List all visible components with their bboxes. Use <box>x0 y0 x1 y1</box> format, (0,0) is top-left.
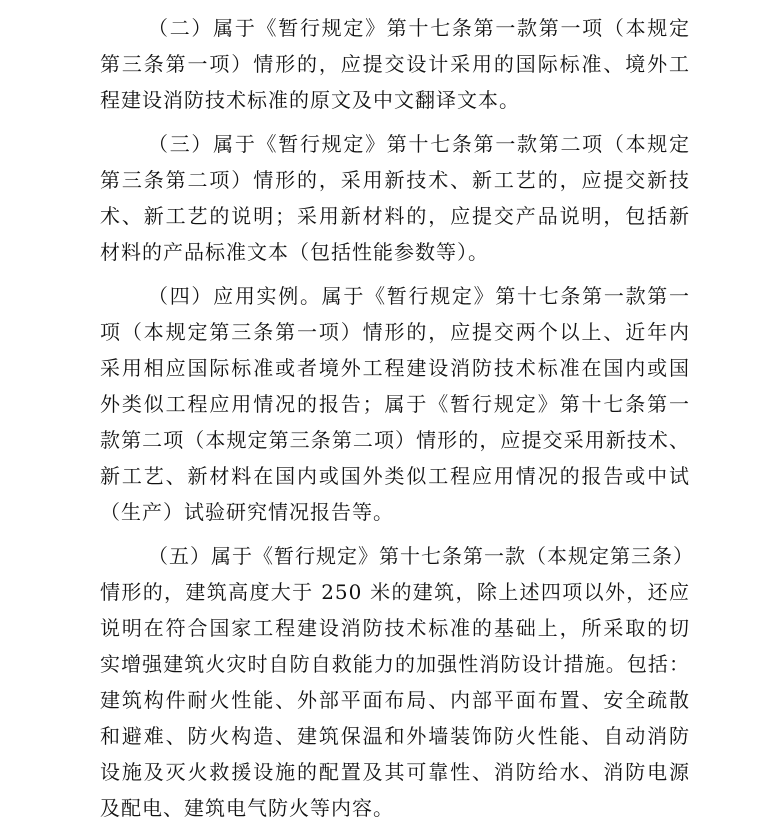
document-body <box>100 10 694 834</box>
text-line: 和避难、防火构造、建筑保温和外墙装饰防火性能、自动消防 <box>100 724 690 748</box>
text-line: 术、新工艺的说明；采用新材料的，应提交产品说明，包括新 <box>100 204 690 228</box>
text-line: 材料的产品标准文本（包括性能参数等）。 <box>100 240 489 264</box>
text-line: 第三条第二项）情形的，采用新技术、新工艺的，应提交新技 <box>100 168 690 192</box>
text-line: 项（本规定第三条第一项）情形的，应提交两个以上、近年内 <box>100 320 690 344</box>
text-line: 情形的，建筑高度大于 250 米的建筑，除上述四项以外，还应 <box>100 580 690 604</box>
paragraph-4 <box>100 538 694 826</box>
paragraph-2 <box>100 126 690 270</box>
paragraph-3 <box>100 278 690 530</box>
text-line: 采用相应国际标准或者境外工程建设消防技术标准在国内或国 <box>100 356 690 380</box>
text-line: （三）属于《暂行规定》第十七条第一款第二项（本规定 <box>148 132 690 156</box>
text-line: 设施及灭火救援设施的配置及其可靠性、消防给水、消防电源 <box>100 760 690 784</box>
text-line: 第三条第一项）情形的，应提交设计采用的国际标准、境外工 <box>100 52 690 76</box>
text-line: 说明在符合国家工程建设消防技术标准的基础上，所采取的切 <box>100 616 690 640</box>
text-line: 及配电、建筑电气防火等内容。 <box>100 796 394 820</box>
text-line: 程建设消防技术标准的原文及中文翻译文本。 <box>100 88 520 112</box>
text-line: 外类似工程应用情况的报告；属于《暂行规定》第十七条第一 <box>100 392 690 416</box>
text-line: 款第二项（本规定第三条第二项）情形的，应提交采用新技术、 <box>100 428 690 452</box>
text-line: （二）属于《暂行规定》第十七条第一款第一项（本规定 <box>148 16 690 40</box>
text-line: （四）应用实例。属于《暂行规定》第十七条第一款第一 <box>148 284 690 308</box>
text-line: 实增强建筑火灾时自防自救能力的加强性消防设计措施。包括： <box>100 652 690 676</box>
text-line: 新工艺、新材料在国内或国外类似工程应用情况的报告或中试 <box>100 464 690 488</box>
text-line: （生产）试验研究情况报告等。 <box>100 500 394 524</box>
text-line: 建筑构件耐火性能、外部平面布局、内部平面布置、安全疏散 <box>100 688 690 712</box>
paragraph-1 <box>100 10 690 118</box>
text-line: （五）属于《暂行规定》第十七条第一款（本规定第三条） <box>148 544 694 568</box>
